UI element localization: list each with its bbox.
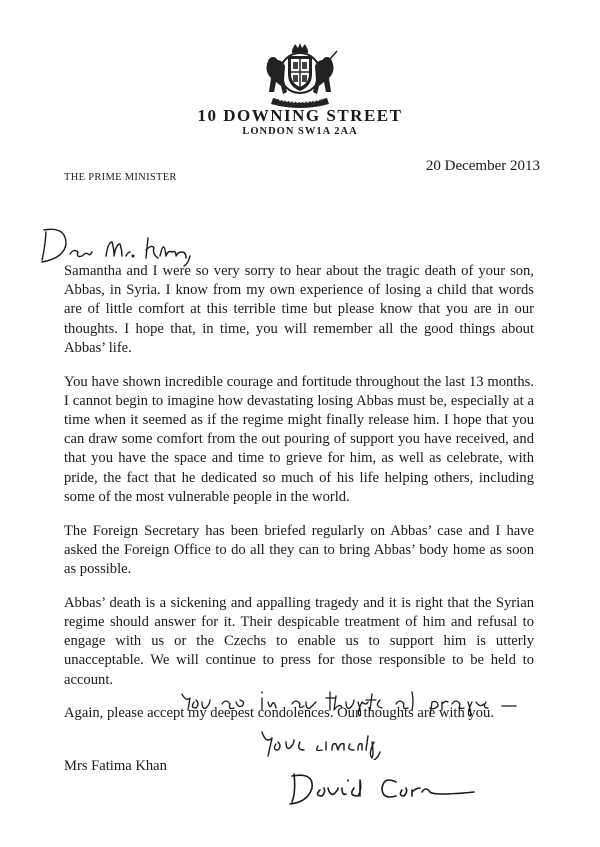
paragraph: The Foreign Secretary has been briefed regularly on Abbas’ case and I have asked the Foreign Office to do all they can to bring Abbas’ body home as soon as possible.: [64, 522, 534, 578]
paragraph: Abbas’ death is a sickening and appalling tragedy and it is right that the Syrian regime should answer for it. Their despicable treatment of him and refusal to engage with us or the Czechs to enable us to support him is utterly unacceptable. We will continue to press for those responsible to be held to account.: [64, 594, 534, 688]
recipient-name: Mrs Fatima Khan: [64, 758, 167, 774]
paragraph: Again, please accept my deepest condolences. Our thoughts are with you.: [64, 705, 494, 722]
royal-coat-of-arms-icon: [255, 42, 345, 112]
letterhead-address-line1: 10 DOWNING STREET: [197, 106, 403, 125]
paragraph: You have shown incredible courage and fortitude throughout the last 13 months. I cannot begin to imagine how devastating losing Abbas must be, especially at a time when it seemed as if the regime might finally release him. I hope that you can draw some comfort from the out pouring of support you have received, and that you have the space and time to grieve for him, as well as celebrate, with pride, the fact that he dedicated so much of his life helping others, including some of the most vulnerable people in the world.: [64, 373, 534, 505]
handwritten-closing: [256, 726, 416, 760]
paragraph: Samantha and I were so very sorry to hear about the tragic death of your son, Abbas, in Syria. I know from my own experience of losing a child that words are of little comfort at this terrible time but please know that you are in our thoughts. I hope that, in time, you will remember all the good things about Abbas’ life.: [64, 263, 534, 356]
handwritten-note: [176, 688, 536, 718]
handwritten-salutation: [36, 218, 236, 268]
letterhead-address-line2: LONDON SW1A 2AA: [242, 126, 358, 137]
sender-title: THE PRIME MINISTER: [64, 172, 177, 183]
signature: [288, 766, 478, 808]
letter-date: 20 December 2013: [425, 158, 540, 174]
letter-body: [64, 262, 534, 738]
